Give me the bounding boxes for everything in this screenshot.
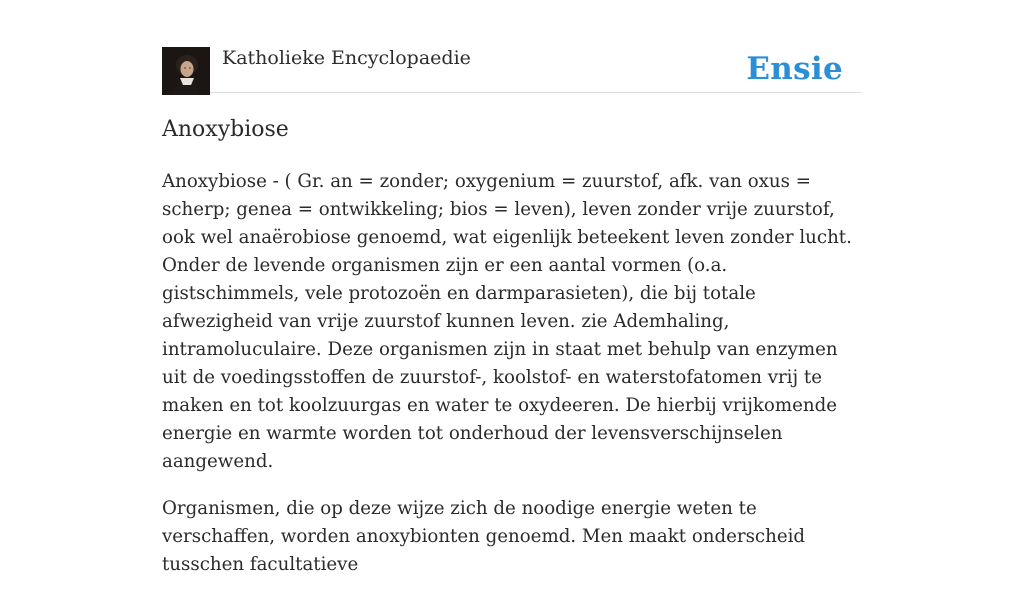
page-container: [162, 0, 862, 575]
article-paragraph: Anoxybiose - ( Gr. an = zonder; oxygenium = zuurstof, afk. van oxus = scherp; genea = ontwikkeling; bios = leven), leven zonder vrije zuurstof, ook wel anaërobiose genoemd, wat eigenlijk beteekent leven zonder lucht. Onder de levende organismen zijn er een aantal vormen (o.a. gistschimmels, vele protozoën en darmparasieten), die bij totale afwezigheid van vrije zuurstof kunnen leven. zie Ademhaling, intramoluculaire. Deze organismen zijn in staat met behulp van enzymen uit de voedingsstoffen de zuurstof-, koolstof- en waterstofatomen vrij te maken en tot koolzuurgas en water te oxydeeren. De hierbij vrijkomende energie en warmte worden tot onderhoud der levensverschijnselen aangewend.: [162, 171, 852, 472]
article-paragraph: Organismen, die op deze wijze zich de noodige energie weten te verschaffen, worden anoxybionten genoemd. Men maakt onderscheid tusschen facultatieve: [162, 498, 806, 575]
portrait-icon: [162, 47, 210, 95]
portrait-avatar-icon[interactable]: [162, 47, 210, 95]
article-body: [162, 168, 862, 598]
site-name[interactable]: Katholieke Encyclopaedie: [222, 47, 471, 69]
brand-logo[interactable]: Ensie: [746, 51, 843, 87]
page-title: Anoxybiose: [162, 117, 289, 142]
site-header: [162, 0, 862, 93]
